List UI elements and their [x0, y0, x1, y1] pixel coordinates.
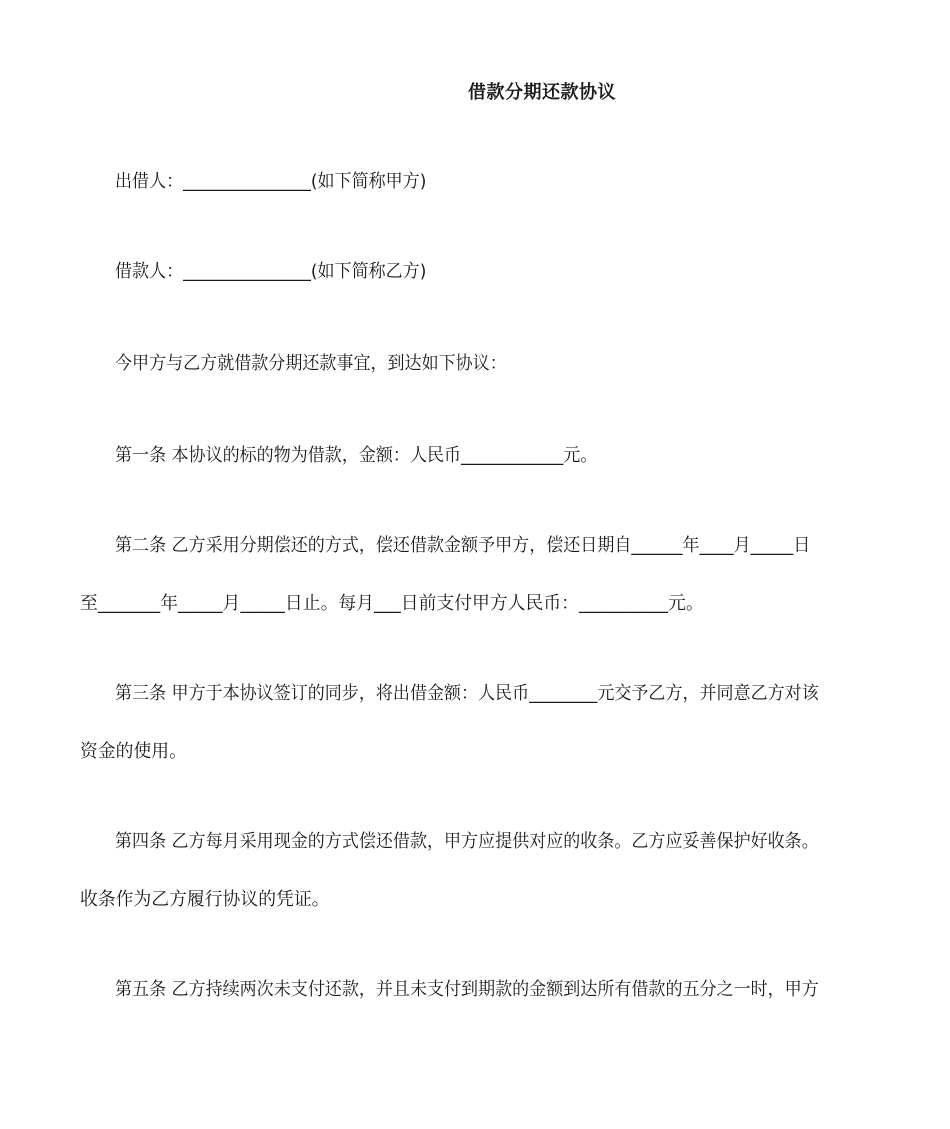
lender-line: 出借人：_______________(如下简称甲方) [115, 171, 427, 192]
article-3-line-1: 第三条 甲方于本协议签订的同步，将出借金额：人民币________元交予乙方，并同意乙方对该 [115, 683, 819, 704]
article-2-line-2: 至_______年_____月_____日止。每月___日前支付甲方人民币：__________元。 [80, 593, 704, 614]
document-title: 借款分期还款协议 [468, 82, 616, 103]
intro-line: 今甲方与乙方就借款分期还款事宜，到达如下协议： [115, 353, 507, 374]
borrower-line: 借款人：_______________(如下简称乙方) [115, 261, 427, 282]
article-4-line-1: 第四条 乙方每月采用现金的方式偿还借款，甲方应提供对应的收条。乙方应妥善保护好收条。 [115, 831, 819, 852]
article-1-line: 第一条 本协议的标的物为借款，金额：人民币____________元。 [115, 445, 598, 466]
article-4-line-2: 收条作为乙方履行协议的凭证。 [80, 889, 330, 910]
article-5-line-1: 第五条 乙方持续两次未支付还款，并且未支付到期款的金额到达所有借款的五分之一时，甲方 [115, 979, 819, 1000]
article-3-line-2: 资金的使用。 [80, 741, 187, 762]
article-2-line-1: 第二条 乙方采用分期偿还的方式，偿还借款金额予甲方，偿还日期自______年____月_____日 [115, 535, 811, 556]
